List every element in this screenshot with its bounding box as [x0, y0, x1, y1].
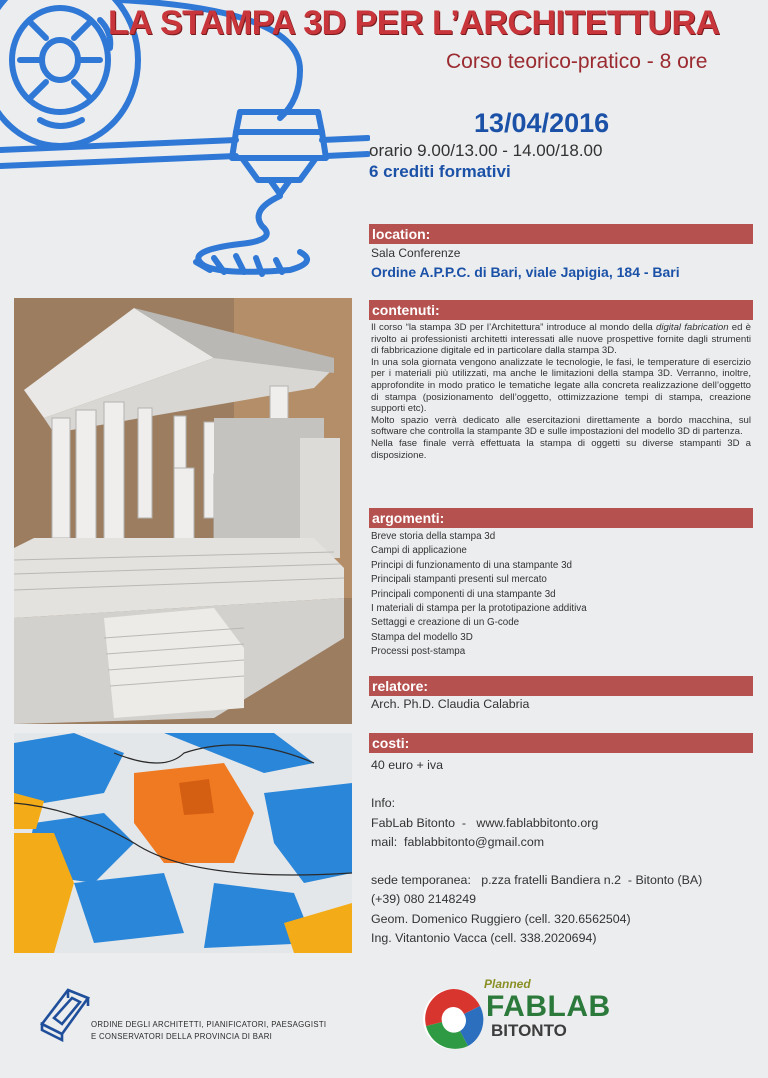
- spool-hub: [42, 40, 78, 80]
- list-item: I materiali di stampa per la prototipazione additiva: [371, 603, 587, 615]
- ordine-text: [91, 1019, 326, 1043]
- temple-model-photo: [14, 298, 352, 724]
- location-room: Sala Conferenze: [371, 246, 461, 260]
- list-item: Principi di funzionamento di una stampante 3d: [371, 559, 572, 571]
- argomenti-heading: argomenti:: [369, 508, 753, 528]
- page-title: LA STAMPA 3D PER L’ARCHITETTURA: [108, 4, 720, 42]
- ordine-line-2: E CONSERVATORI DELLA PROVINCIA DI BARI: [91, 1032, 273, 1041]
- contenuti-paragraph-2: In una sola giornata vengono analizzate le tecnologie, le fasi, le temperature di esercizio per i materiali più utilizzati, ma anche le limitazioni della stampa 3D. Verranno, inoltre, approfondite in modo pratico le tematiche legate alla concreta realizzazione dell’oggetto di stampa (posizionamento dell’oggetto, ottimizzazione tempi di stampa, creazione supporti etc).: [371, 356, 751, 415]
- info-fablab: FabLab Bitonto - www.fablabbitonto.org: [371, 815, 599, 830]
- info-contact-1: Geom. Domenico Ruggiero (cell. 320.6562504): [371, 911, 631, 926]
- list-item: Breve storia della stampa 3d: [371, 531, 496, 542]
- contenuti-paragraph-1: Il corso “la stampa 3D per l’Architettura” introduce al mondo della digital fabrication ed è rivolto ai professionisti architetti interessati alle nuove prospettive fornite dagli strumenti di fabbricazione digitale ed in particolare dalla stampa 3D.: [371, 322, 751, 357]
- contenuti-paragraph-4: Nella fase finale verrà effettuata la stampa di oggetti su diverse stampanti 3D a disposizione.: [371, 437, 751, 461]
- argomenti-list: [371, 530, 587, 660]
- info-phone: (+39) 080 2148249: [371, 892, 477, 907]
- event-credits: 6 crediti formativi: [369, 162, 511, 181]
- info-mail: mail: fablabbitonto@gmail.com: [371, 834, 545, 849]
- relatore-heading: relatore:: [369, 676, 753, 696]
- costi-heading: costi:: [369, 733, 753, 753]
- printer-illustration: [0, 0, 370, 290]
- contenuti-heading: contenuti:: [369, 300, 753, 320]
- city-model-photo: [14, 733, 352, 953]
- ordine-line-1: ORDINE DEGLI ARCHITETTI, PIANIFICATORI, PAESAGGISTI: [91, 1020, 327, 1029]
- costi-block: [371, 756, 702, 948]
- relatore-name: Arch. Ph.D. Claudia Calabria: [371, 697, 530, 711]
- contenuti-paragraph-3: Molto spazio verrà dedicato alle esercitazioni direttamente a bordo macchina, sul software che controlla la stampante 3D e sulle impostazioni del modello 3D di partenza.: [371, 414, 751, 438]
- fablab-logo-icon: [420, 986, 486, 1052]
- list-item: Campi di applicazione: [371, 545, 467, 557]
- list-item: Processi post-stampa: [371, 646, 466, 658]
- location-venue: Ordine A.P.P.C. di Bari, viale Japigia, 184 - Bari: [371, 264, 680, 280]
- costi-price: 40 euro + iva: [371, 758, 443, 772]
- extruder-nozzle: [242, 158, 316, 180]
- info-sede: sede temporanea: p.zza fratelli Bandiera n.2 - Bitonto (BA): [371, 873, 703, 888]
- info-contact-2: Ing. Vitantonio Vacca (cell. 338.2020694): [371, 930, 597, 945]
- info-label: Info:: [371, 796, 396, 811]
- contenuti-text: [371, 322, 751, 461]
- fablab-name: FABLAB: [486, 990, 611, 1023]
- ordine-logo-icon: [38, 984, 92, 1042]
- list-item: Stampa del modello 3D: [371, 631, 473, 643]
- fablab-city: BITONTO: [491, 1021, 567, 1040]
- list-item: Principali stampanti presenti sul mercato: [371, 574, 547, 586]
- event-hours: orario 9.00/13.00 - 14.00/18.00: [369, 141, 603, 160]
- page-subtitle: Corso teorico-pratico - 8 ore: [446, 50, 708, 73]
- location-heading: location:: [369, 224, 753, 244]
- list-item: Settaggi e creazione di un G-code: [371, 617, 520, 629]
- event-date: 13/04/2016: [474, 108, 610, 138]
- fablab-planned: Planned: [484, 977, 531, 991]
- list-item: Principali componenti di una stampante 3d: [371, 588, 556, 600]
